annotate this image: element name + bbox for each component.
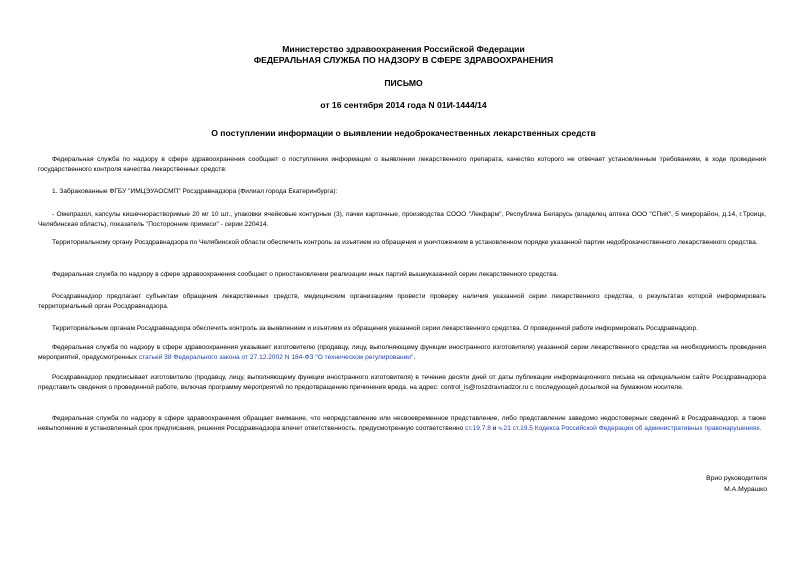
paragraph-liability-text: Федеральная служба по надзору в сфере здравоохранения обращает внимание, что непредставление или несвоевременное представление, либо представление заведомо недостоверных сведений в Росздравнадзор, а также невыполнение в установленный срок предписания, решения Росздравнадзора влечет ответственность, предусмотренную соответственно [38,415,766,432]
signatory-name: М.А.Мурашко [724,486,767,493]
paragraph-manufacturer-notice [38,343,766,363]
paragraph-drug-details: - Омепразол, капсулы кишечнорастворимые 20 мг 10 шт., упаковки ячейковые контурные (3), пачки картонные, производства СООО "Лекфарм", Республика Беларусь (владелец аптека ООО "СПиК", 5 микрорайон, д.14, г.Троицк, Челябинская область), показатель "Посторонние примеси" - серии 220414. [38,211,766,228]
paragraph-end: . [413,354,416,361]
paragraph-liability [38,414,766,434]
ministry-name: Министерство здравоохранения Российской Федерации [282,44,525,54]
paragraph-intro: Федеральная служба по надзору в сфере здравоохранения сообщает о поступлении информации о выявлении лекарственного препарата, качество которого не отвечает установленным требованиям, в ходе проведения государственного контроля качества лекарственных средств: [38,156,766,173]
paragraph-check-proposal: Росздравнадзор предлагает субъектам обращения лекарственных средств, медицинским организациям провести проверку наличия указанной серии лекарственного средства, о результатах которой информировать территориальный орган Росздравнадзора. [38,293,766,310]
law-38-link[interactable]: статьей 38 Федерального закона от 27.12.2002 N 184-ФЗ "О техническом регулировании" [138,354,414,361]
paragraph-rejected-by: 1. Забракованные ФГБУ "ИМЦЭУАОСМП" Росздравнадзора (Филиал города Екатеринбурга): [52,188,338,195]
paragraph-connector: и [490,425,499,432]
article-19-5-link[interactable]: ч.21 ст.19.5 Кодекса Российской Федерации об административных правонарушениях [498,425,760,432]
agency-name: ФЕДЕРАЛЬНАЯ СЛУЖБА ПО НАДЗОРУ В СФЕРЕ ЗДРАВООХРАНЕНИЯ [253,55,554,65]
paragraph-territorial-bodies: Территориальным органам Росздравнадзора обеспечить контроль за выявлением и изъятием из обращения указанной серии лекарственного средства. О проведенной работе информировать Росздравнадзор. [52,325,698,332]
paragraph-prescription: Росздравнадзор предписывает изготовителю (продавцу, лицу, выполняющему функции иностранного изготовителя) в течение десяти дней от даты публикации информационного письма на официальном сайте Росздравнадзора представить сведения о проведенной работе, включая программу мероприятий по предотвращению причинения вреда, на адрес: control_ls@roszdravnadzor.ru с последующей досылкой на бумажном носителе. [38,374,766,391]
paragraph-manufacturer-text: Федеральная служба по надзору в сфере здравоохранения указывает изготовителю (продавцу, лицу, выполняющему функции иностранного изготовителя) указанной серии лекарственного средства на необходимость проведения мероприятий, предусмотренных [38,344,766,361]
article-19-7-8-link[interactable]: ст.19.7.8 [465,425,491,432]
paragraph-end: . [759,425,762,432]
document-type: ПИСЬМО [384,78,423,88]
signatory-title: Врио руководителя [706,475,767,482]
document-date-number: от 16 сентября 2014 года N 01И-1444/14 [320,100,487,110]
document-subject: О поступлении информации о выявлении недоброкачественных лекарственных средств [211,128,596,138]
paragraph-suspension: Федеральная служба по надзору в сфере здравоохранения сообщает о приостановлении реализации иных партий вышеуказанной серии лекарственного средства. [52,271,559,278]
paragraph-territorial-control: Территориальному органу Росздравнадзора по Челябинской области обеспечить контроль за изъятием из обращения и уничтожением в установленном порядке указанной партии недоброкачественного лекарственного средства. [52,239,758,246]
